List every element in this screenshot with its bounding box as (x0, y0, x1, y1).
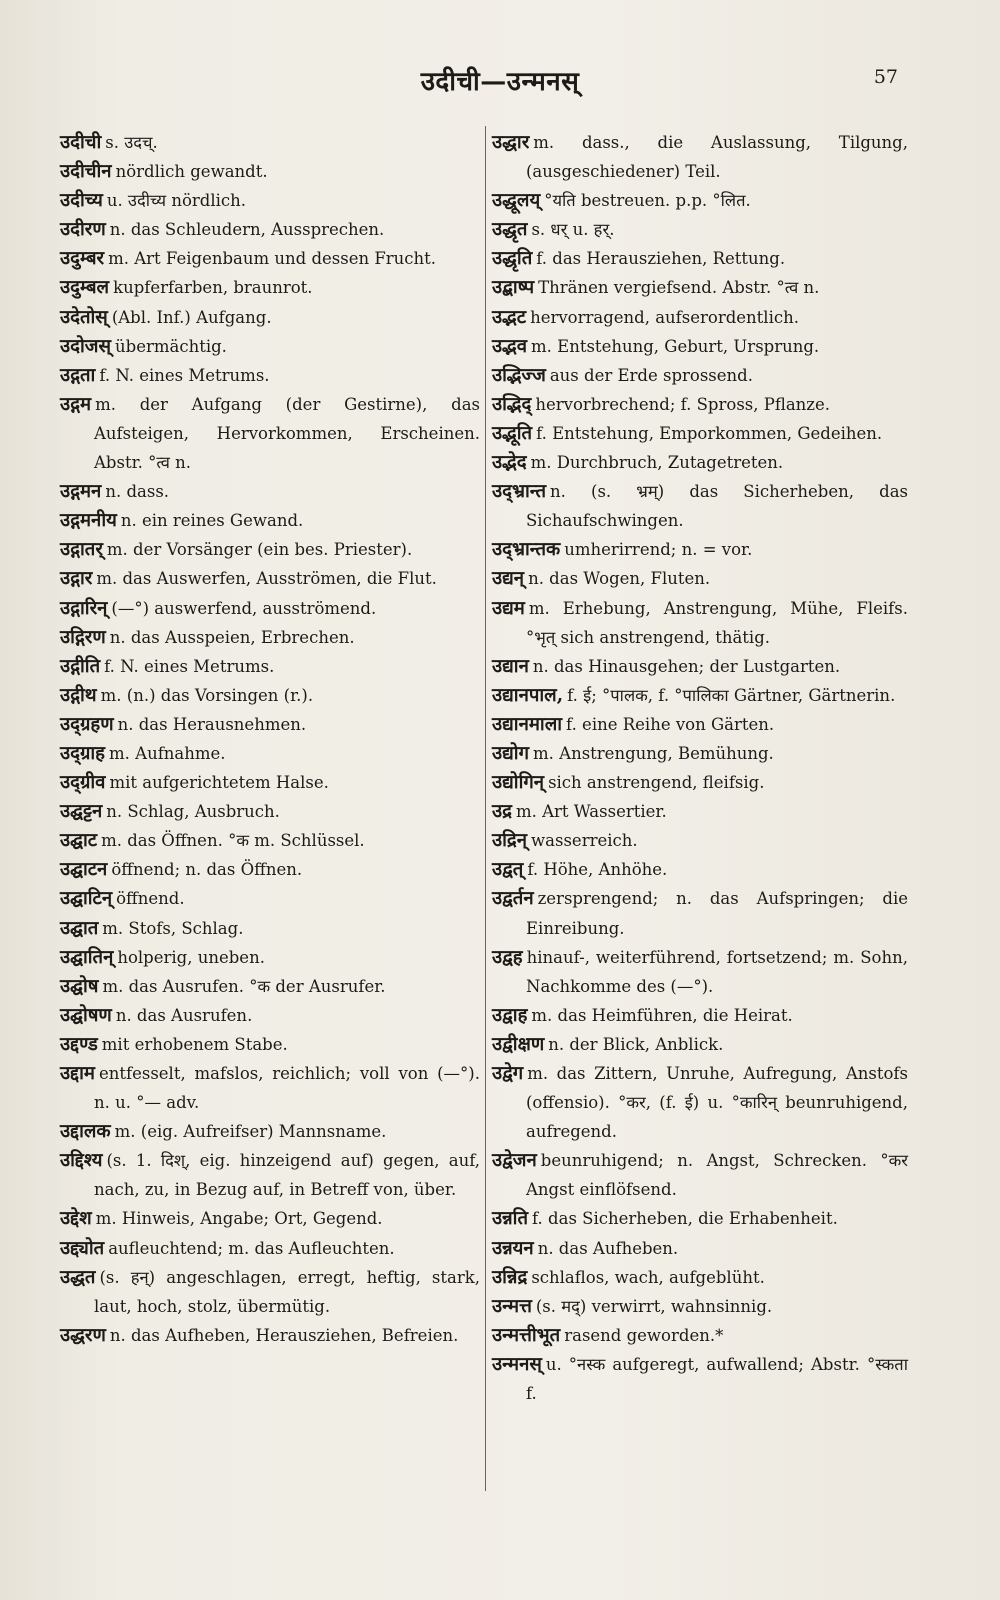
entry-definition: entfesselt, mafslos, reichlich; voll von (—°). n. u. °— adv. (94, 1064, 480, 1113)
entry-definition: m. das Auswerfen, Ausströmen, die Flut. (96, 569, 437, 589)
entry-definition: umherirrend; n. = vor. (564, 540, 753, 560)
entry-definition: f. ई; °पालक, f. °पालिका Gärtner, Gärtnerin. (567, 685, 896, 705)
entry-definition: n. dass. (105, 482, 170, 502)
entry-headword: उद्घट्टन (60, 801, 103, 823)
running-head: उदीची—उन्मनस् (420, 67, 580, 97)
dictionary-entry (60, 535, 480, 564)
column-divider (485, 126, 486, 1491)
dictionary-entry (60, 1321, 480, 1350)
entry-definition: n. Schlag, Ausbruch. (106, 802, 280, 822)
entry-headword: उद्योग (492, 742, 530, 764)
entry-headword: उद्यानमाला (492, 713, 563, 735)
entry-headword: उद्धृत (492, 219, 528, 241)
entry-headword: उद्दिश्य (60, 1150, 103, 1172)
entry-definition: n. das Aufheben. (537, 1238, 679, 1258)
dictionary-entry (60, 739, 480, 768)
left-column (60, 128, 480, 1350)
entry-definition: n. das Schleudern, Aussprechen. (109, 220, 385, 240)
entry-definition: wasserreich. (531, 831, 638, 851)
dictionary-entry (60, 623, 480, 652)
entry-definition: m. Erhebung, Anstrengung, Mühe, Fleifs. °भृत् sich anstrengend, thätig. (526, 598, 908, 647)
entry-headword: उद्घोष (60, 975, 99, 997)
entry-headword: उद्घाटिन् (60, 888, 113, 910)
entry-headword: उद्गीथ (60, 684, 97, 706)
dictionary-entry (60, 128, 480, 157)
entry-headword: उद्घाटन (60, 859, 108, 881)
entry-definition: m. Durchbruch, Zutagetreten. (530, 453, 784, 473)
entry-definition: m. (eig. Aufreifser) Mannsname. (114, 1122, 387, 1142)
dictionary-entry (492, 681, 908, 710)
dictionary-entry (492, 448, 908, 477)
entry-headword: उद्घोषण (60, 1004, 112, 1026)
entry-definition: beunruhigend; n. Angst, Schrecken. °कर Angst einflöfsend. (526, 1151, 908, 1200)
entry-headword: उद्गारिन् (60, 597, 108, 619)
entry-definition: nördlich gewandt. (115, 162, 268, 182)
entry-headword: उद्वीक्षण (492, 1033, 545, 1055)
entry-definition: m. Aufnahme. (109, 743, 226, 763)
dictionary-entry (492, 1204, 908, 1233)
entry-headword: उद्र (492, 801, 512, 823)
entry-definition: öffnend; n. das Öffnen. (111, 860, 303, 880)
entry-headword: उद्दाम (60, 1063, 95, 1084)
dictionary-entry (60, 186, 480, 215)
entry-headword: उद्धरण (60, 1324, 106, 1346)
entry-headword: उदीचीन (60, 161, 112, 183)
entry-definition: (—°) auswerfend, ausströmend. (111, 598, 377, 618)
dictionary-entry (492, 710, 908, 739)
entry-headword: उद्भूति (492, 422, 533, 444)
entry-definition: m. das Heimführen, die Heirat. (531, 1005, 793, 1025)
entry-headword: उद्घाट (60, 830, 98, 852)
dictionary-entry (60, 157, 480, 186)
dictionary-entry (60, 1234, 480, 1263)
entry-definition: (s. हन्) angeschlagen, erregt, heftig, stark, laut, hoch, stolz, übermütig. (94, 1267, 480, 1316)
entry-definition: zersprengend; n. das Aufspringen; die Einreibung. (526, 889, 908, 938)
entry-definition: m. Entstehung, Geburt, Ursprung. (531, 336, 820, 356)
entry-definition: (s. मद्) verwirrt, wahnsinnig. (535, 1296, 773, 1316)
entry-headword: उद्दालक (60, 1121, 111, 1143)
dictionary-entry (492, 1234, 908, 1263)
entry-headword: उद्यम (492, 597, 525, 619)
entry-definition: öffnend. (116, 889, 185, 909)
dictionary-entry (60, 710, 480, 739)
page-number: 57 (873, 66, 898, 88)
dictionary-entry (492, 594, 908, 652)
dictionary-entry (492, 768, 908, 797)
entry-headword: उद्भिद् (492, 393, 532, 415)
entry-headword: उद्धार (492, 132, 530, 153)
entry-headword: उद्घातिन् (60, 946, 114, 968)
entry-definition: sich anstrengend, fleifsig. (548, 773, 765, 793)
entry-definition: f. das Herausziehen, Rettung. (536, 249, 786, 269)
entry-definition: kupferfarben, braunrot. (113, 278, 313, 298)
dictionary-entry (492, 826, 908, 855)
dictionary-entry (60, 972, 480, 1001)
entry-definition: m. dass., die Auslassung, Tilgung, (ausgeschiedener) Teil. (526, 133, 908, 182)
dictionary-entry (492, 244, 908, 273)
entry-definition: m. Art Feigenbaum und dessen Frucht. (108, 249, 437, 269)
entry-headword: उदीच्य (60, 190, 103, 212)
dictionary-entry (60, 855, 480, 884)
entry-definition: f. Höhe, Anhöhe. (527, 860, 668, 880)
entry-definition: u. उदीच्य nördlich. (106, 191, 247, 211)
dictionary-entry (492, 1059, 908, 1146)
dictionary-entry (60, 1001, 480, 1030)
entry-headword: उद्यानपाल, (492, 684, 564, 706)
dictionary-entry (60, 390, 480, 477)
dictionary-entry (492, 1321, 908, 1350)
entry-headword: उद्ग्रहण (60, 713, 114, 735)
entry-headword: उद्वत् (492, 859, 524, 881)
entry-headword: उद्वह (492, 946, 523, 968)
entry-headword: उद्योगिन् (492, 772, 545, 794)
entry-headword: उन्नयन (492, 1237, 534, 1259)
entry-headword: उदीरण (60, 219, 106, 241)
entry-headword: उद्भव (492, 335, 528, 357)
dictionary-entry (60, 826, 480, 855)
dictionary-entry (60, 332, 480, 361)
dictionary-entry (492, 186, 908, 215)
dictionary-entry (60, 1117, 480, 1146)
entry-definition: Thränen vergiefsend. Abstr. °त्व n. (538, 278, 820, 298)
dictionary-entry (60, 506, 480, 535)
entry-headword: उदोजस् (60, 335, 111, 357)
entry-definition: s. धर् u. हर्. (531, 220, 615, 240)
dictionary-entry (492, 303, 908, 332)
dictionary-entry (492, 361, 908, 390)
entry-definition: f. N. eines Metrums. (104, 656, 275, 676)
entry-headword: उन्मत्तीभूत (492, 1324, 561, 1346)
entry-headword: उद्ग्राह (60, 742, 106, 764)
dictionary-entry (492, 1146, 908, 1204)
entry-definition: u. °नस्क aufgeregt, aufwallend; Abstr. °स्कता f. (526, 1354, 908, 1404)
dictionary-entry (492, 1350, 908, 1408)
entry-headword: उदीची (60, 132, 102, 153)
entry-definition: f. Entstehung, Emporkommen, Gedeihen. (536, 423, 883, 443)
entry-headword: उद्भिज्ज (492, 364, 546, 386)
entry-headword: उद्वर्तन (492, 888, 534, 910)
dictionary-entry (60, 797, 480, 826)
entry-headword: उद्गमनीय (60, 510, 117, 532)
dictionary-entry (60, 361, 480, 390)
entry-definition: m. das Öffnen. °क m. Schlüssel. (101, 831, 365, 851)
entry-definition: mit erhobenem Stabe. (101, 1034, 288, 1054)
dictionary-entry (60, 564, 480, 593)
dictionary-entry (492, 535, 908, 564)
entry-headword: उद्गम (60, 393, 92, 415)
entry-definition: m. der Vorsänger (ein bes. Priester). (106, 540, 413, 560)
entry-definition: m. Stofs, Schlag. (102, 918, 244, 938)
entry-definition: m. das Zittern, Unruhe, Aufregung, Anstofs (offensio). °कर, (f. ई) u. °कारिन् beunruhigend, aufregend. (526, 1064, 908, 1142)
entry-headword: उद्बाष्प (492, 277, 535, 299)
entry-headword: उन्निद्र (492, 1266, 528, 1288)
right-column (492, 128, 908, 1408)
entry-definition: m. Anstrengung, Bemühung. (533, 743, 774, 763)
entry-definition: aufleuchtend; m. das Aufleuchten. (108, 1238, 395, 1258)
entry-headword: उद्भेद (492, 452, 527, 474)
entry-definition: hinauf-, weiterführend, fortsetzend; m. Sohn, Nachkomme des (—°). (526, 947, 908, 996)
dictionary-entry (492, 477, 908, 535)
dictionary-entry (60, 273, 480, 302)
dictionary-entry (492, 215, 908, 244)
entry-headword: उद्देश (60, 1208, 92, 1230)
entry-definition: f. eine Reihe von Gärten. (566, 714, 775, 734)
entry-definition: hervorbrechend; f. Spross, Pflanze. (535, 394, 831, 414)
dictionary-entry (60, 1030, 480, 1059)
dictionary-entry (492, 332, 908, 361)
entry-definition: n. das Ausrufen. (115, 1005, 253, 1025)
entry-definition: n. das Aufheben, Herausziehen, Befreien. (109, 1325, 459, 1345)
dictionary-entry (492, 419, 908, 448)
entry-definition: aus der Erde sprossend. (549, 365, 753, 385)
entry-headword: उदेतोस् (60, 306, 108, 328)
dictionary-entry (492, 855, 908, 884)
entry-headword: उद्दण्ड (60, 1033, 98, 1055)
entry-definition: (s. 1. दिश्, eig. hinzeigend auf) gegen, auf, nach, zu, in Bezug auf, in Betreff von, über. (94, 1151, 480, 1200)
entry-definition: f. das Sicherheben, die Erhabenheit. (532, 1209, 838, 1229)
dictionary-entry (492, 390, 908, 419)
dictionary-entry (60, 1059, 480, 1117)
dictionary-entry (60, 1146, 480, 1204)
dictionary-entry (60, 884, 480, 913)
entry-headword: उद्धूलय् (492, 190, 541, 212)
entry-headword: उद्वेजन (492, 1150, 537, 1172)
dictionary-entry (492, 273, 908, 302)
entry-headword: उन्मनस् (492, 1353, 542, 1375)
entry-definition: m. Hinweis, Angabe; Ort, Gegend. (95, 1209, 383, 1229)
entry-definition: n. ein reines Gewand. (120, 511, 304, 531)
dictionary-entry (60, 914, 480, 943)
entry-headword: उद्गीति (60, 655, 101, 677)
entry-headword: उद्ग्रीव (60, 772, 106, 794)
dictionary-entry (492, 128, 908, 186)
dictionary-entry (60, 303, 480, 332)
entry-headword: उद्गता (60, 364, 96, 386)
entry-headword: उद्वेग (492, 1063, 524, 1084)
dictionary-entry (492, 1030, 908, 1059)
entry-headword: उद्यन् (492, 568, 525, 590)
entry-definition: übermächtig. (115, 336, 227, 356)
dictionary-entry (492, 1292, 908, 1321)
dictionary-entry (492, 1001, 908, 1030)
entry-definition: rasend geworden.* (564, 1325, 724, 1345)
dictionary-entry (60, 215, 480, 244)
dictionary-entry (492, 1263, 908, 1292)
entry-definition: n. (s. भ्रम्) das Sicherheben, das Sichaufschwingen. (526, 482, 908, 531)
entry-definition: m. (n.) das Vorsingen (r.). (100, 685, 314, 705)
entry-headword: उद्यान (492, 655, 529, 677)
page-header (0, 58, 1000, 98)
entry-definition: n. das Wogen, Fluten. (528, 569, 711, 589)
entry-definition: m. der Aufgang (der Gestirne), das Aufsteigen, Hervorkommen, Erscheinen. Abstr. °त्व n. (94, 394, 480, 473)
dictionary-entry (60, 1263, 480, 1321)
dictionary-entry (60, 1204, 480, 1233)
dictionary-entry (60, 477, 480, 506)
entry-headword: उद्गार (60, 568, 93, 590)
entry-definition: (Abl. Inf.) Aufgang. (111, 307, 272, 327)
entry-headword: उद्घात (60, 917, 99, 939)
entry-headword: उन्नति (492, 1208, 529, 1230)
dictionary-entry (60, 943, 480, 972)
entry-definition: s. उदच्. (105, 133, 158, 152)
dictionary-entry (492, 943, 908, 1001)
entry-definition: n. das Ausspeien, Erbrechen. (109, 627, 355, 647)
entry-definition: m. Art Wassertier. (515, 802, 667, 822)
entry-headword: उन्मत्त (492, 1295, 532, 1317)
entry-definition: n. das Herausnehmen. (117, 714, 307, 734)
entry-headword: उदुम्बर (60, 248, 105, 270)
entry-headword: उद्भ्रान्तक (492, 539, 561, 561)
dictionary-entry (492, 564, 908, 593)
entry-definition: m. das Ausrufen. °क der Ausrufer. (102, 976, 386, 996)
entry-definition: hervorragend, aufserordentlich. (530, 307, 799, 327)
entry-definition: n. das Hinausgehen; der Lustgarten. (532, 656, 841, 676)
entry-headword: उद्गिरण (60, 626, 106, 648)
dictionary-entry (60, 244, 480, 273)
dictionary-entry (492, 884, 908, 942)
entry-headword: उद्धृति (492, 248, 533, 270)
entry-definition: mit aufgerichtetem Halse. (109, 773, 329, 793)
entry-headword: उद्रिन् (492, 830, 528, 852)
dictionary-entry (492, 739, 908, 768)
entry-headword: उद्गातर् (60, 539, 103, 561)
dictionary-entry (60, 594, 480, 623)
entry-definition: f. N. eines Metrums. (99, 365, 270, 385)
dictionary-entry (492, 652, 908, 681)
entry-headword: उद्भ्रान्त (492, 481, 547, 503)
dictionary-entry (60, 681, 480, 710)
entry-definition: °यति bestreuen. p.p. °लित. (544, 191, 751, 211)
entry-headword: उदुम्बल (60, 277, 110, 299)
entry-headword: उद्द्योत (60, 1237, 105, 1259)
entry-definition: holperig, uneben. (117, 947, 265, 967)
entry-headword: उद्गमन (60, 481, 102, 503)
entry-definition: schlaflos, wach, aufgeblüht. (531, 1267, 765, 1287)
dictionary-entry (60, 652, 480, 681)
dictionary-entry (60, 768, 480, 797)
entry-headword: उद्वाह (492, 1004, 528, 1026)
entry-definition: n. der Blick, Anblick. (548, 1034, 724, 1054)
dictionary-entry (492, 797, 908, 826)
entry-headword: उद्धत (60, 1266, 96, 1288)
entry-headword: उद्भट (492, 306, 527, 328)
